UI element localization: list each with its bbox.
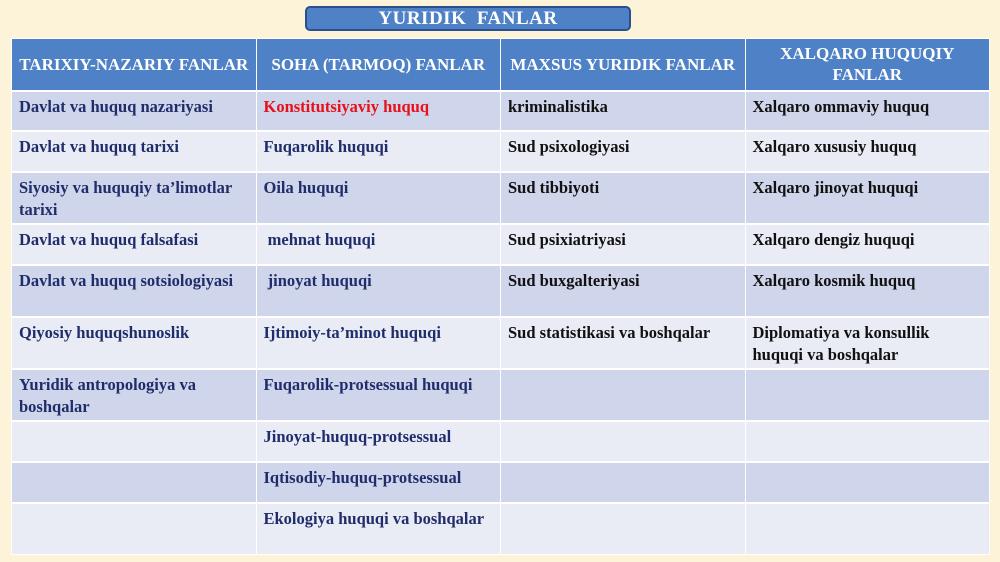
table-cell: Jinoyat-huquq-protsessual [256, 421, 501, 462]
table-cell: Iqtisodiy-huquq-protsessual [256, 462, 501, 503]
table-cell [12, 503, 257, 555]
table-cell: kriminalistika [501, 91, 746, 131]
table-cell: Yuridik antropologiya va boshqalar [12, 369, 257, 421]
table-row [12, 503, 990, 555]
table-cell: Sud buxgalteriyasi [501, 265, 746, 317]
table-row [12, 172, 990, 224]
table-cell [745, 503, 990, 555]
table-cell: Qiyosiy huquqshunoslik [12, 317, 257, 369]
table-cell: Fuqarolik huquqi [256, 131, 501, 172]
table-cell: mehnat huquqi [256, 224, 501, 265]
table-cell [501, 421, 746, 462]
table-row [12, 462, 990, 503]
table-cell: Sud psixiatriyasi [501, 224, 746, 265]
table-row [12, 369, 990, 421]
table-row [12, 224, 990, 265]
table-cell [745, 421, 990, 462]
table-row [12, 91, 990, 131]
header-historical-theoretical: TARIXIY-NAZARIY FANLAR [12, 39, 257, 91]
table-cell: jinoyat huquqi [256, 265, 501, 317]
table-cell: Diplomatiya va konsullik huquqi va boshqalar [745, 317, 990, 369]
table-cell [501, 369, 746, 421]
header-special-legal: MAXSUS YURIDIK FANLAR [501, 39, 746, 91]
table-cell [745, 369, 990, 421]
table-cell: Davlat va huquq nazariyasi [12, 91, 257, 131]
table-cell: Sud statistikasi va boshqalar [501, 317, 746, 369]
table-row [12, 131, 990, 172]
table-cell: Ijtimoiy-ta’minot huquqi [256, 317, 501, 369]
table-cell [12, 462, 257, 503]
table-cell: Sud tibbiyoti [501, 172, 746, 224]
table-cell: Xalqaro xususiy huquq [745, 131, 990, 172]
table-cell: Xalqaro dengiz huquqi [745, 224, 990, 265]
table-cell: Xalqaro kosmik huquq [745, 265, 990, 317]
table-row [12, 265, 990, 317]
table-row [12, 317, 990, 369]
table-header-row [12, 39, 990, 91]
table-cell-highlighted: Konstitutsiyaviy huquq [256, 91, 501, 131]
subjects-table [11, 38, 990, 555]
table-row [12, 421, 990, 462]
table-cell: Ekologiya huquqi va boshqalar [256, 503, 501, 555]
header-branch-subjects: SOHA (TARMOQ) FANLAR [256, 39, 501, 91]
table-cell: Oila huquqi [256, 172, 501, 224]
table-cell: Xalqaro jinoyat huquqi [745, 172, 990, 224]
table-cell: Siyosiy va huquqiy ta’limotlar tarixi [12, 172, 257, 224]
table-cell: Davlat va huquq tarixi [12, 131, 257, 172]
page-title: YURIDIK FANLAR [305, 6, 631, 31]
table-cell [12, 421, 257, 462]
table-cell [501, 462, 746, 503]
table-cell [745, 462, 990, 503]
table-cell: Davlat va huquq falsafasi [12, 224, 257, 265]
table-cell: Xalqaro ommaviy huquq [745, 91, 990, 131]
table-cell: Fuqarolik-protsessual huquqi [256, 369, 501, 421]
table-cell [501, 503, 746, 555]
header-international-legal: XALQARO HUQUQIY FANLAR [745, 39, 990, 91]
table-cell: Davlat va huquq sotsiologiyasi [12, 265, 257, 317]
table-cell: Sud psixologiyasi [501, 131, 746, 172]
